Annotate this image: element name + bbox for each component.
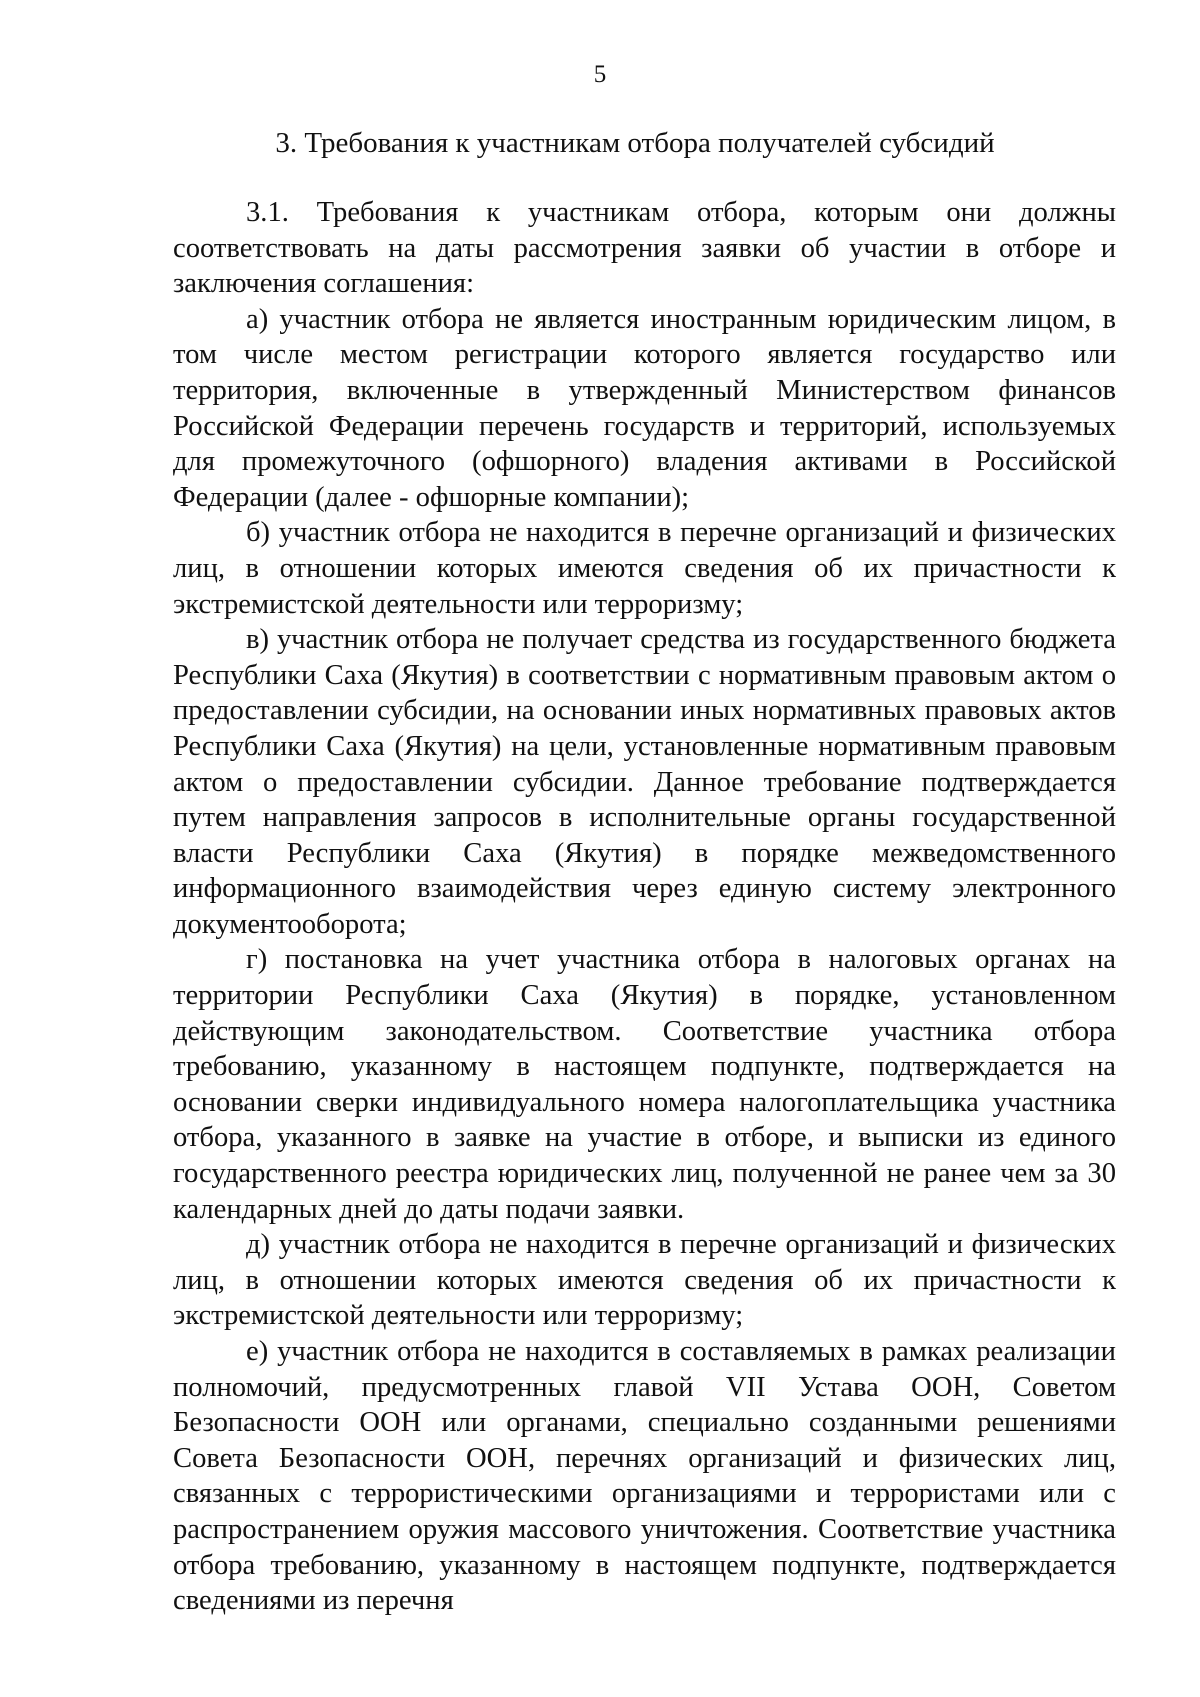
section-heading: 3. Требования к участникам отбора получателей субсидий [275,127,995,159]
section-body [173,195,1116,1619]
paragraph-3-1: 3.1. Требования к участникам отбора, которым они должны соответствовать на даты рассмотрения заявки об участии в отборе и заключения соглашения: [173,197,1116,300]
page-number: 5 [593,61,607,88]
paragraph-v: в) участник отбора не получает средства из государственного бюджета Республики Саха (Якутия) в соответствии с нормативным правовым актом о предоставлении субсидии, на основании иных нормативных правовых актов Республики Саха (Якутия) на цели, установленные нормативным правовым актом о предоставлении субсидии. Данное требование подтверждается путем направления запросов в исполнительные органы государственной власти Республики Саха (Якутия) в порядке межведомственного информационного взаимодействия через единую систему электронного документооборота; [173,624,1116,940]
paragraph-g: г) постановка на учет участника отбора в налоговых органах на территории Республики Саха (Якутия) в порядке, установленном действующим законодательством. Соответствие участника отбора требованию, указанному в настоящем подпункте, подтверждается на основании сверки индивидуального номера налогоплательщика участника отбора, указанного в заявке на участие в отборе, и выписки из единого государственного реестра юридических лиц, полученной не ранее чем за 30 календарных дней до даты подачи заявки. [173,944,1116,1225]
paragraph-a: а) участник отбора не является иностранным юридическим лицом, в том числе местом регистрации которого является государство или территория, включенные в утвержденный Министерством финансов Российской Федерации перечень государств и территорий, используемых для промежуточного (офшорного) владения активами в Российской Федерации (далее - офшорные компании); [173,303,1116,513]
paragraph-d: д) участник отбора не находится в перечне организаций и физических лиц, в отношении которых имеются сведения об их причастности к экстремистской деятельности или терроризму; [173,1229,1116,1332]
paragraph-e: е) участник отбора не находится в составляемых в рамках реализации полномочий, предусмотренных главой VII Устава ООН, Советом Безопасности ООН или органами, специально созданными решениями Совета Безопасности ООН, перечнях организаций и физических лиц, связанных с террористическими организациями и террористами или с распространением оружия массового уничтожения. Соответствие участника отбора требованию, указанному в настоящем подпункте, подтверждается сведениями из перечня [173,1336,1116,1617]
paragraph-b: б) участник отбора не находится в перечне организаций и физических лиц, в отношении которых имеются сведения об их причастности к экстремистской деятельности или терроризму; [173,517,1116,620]
